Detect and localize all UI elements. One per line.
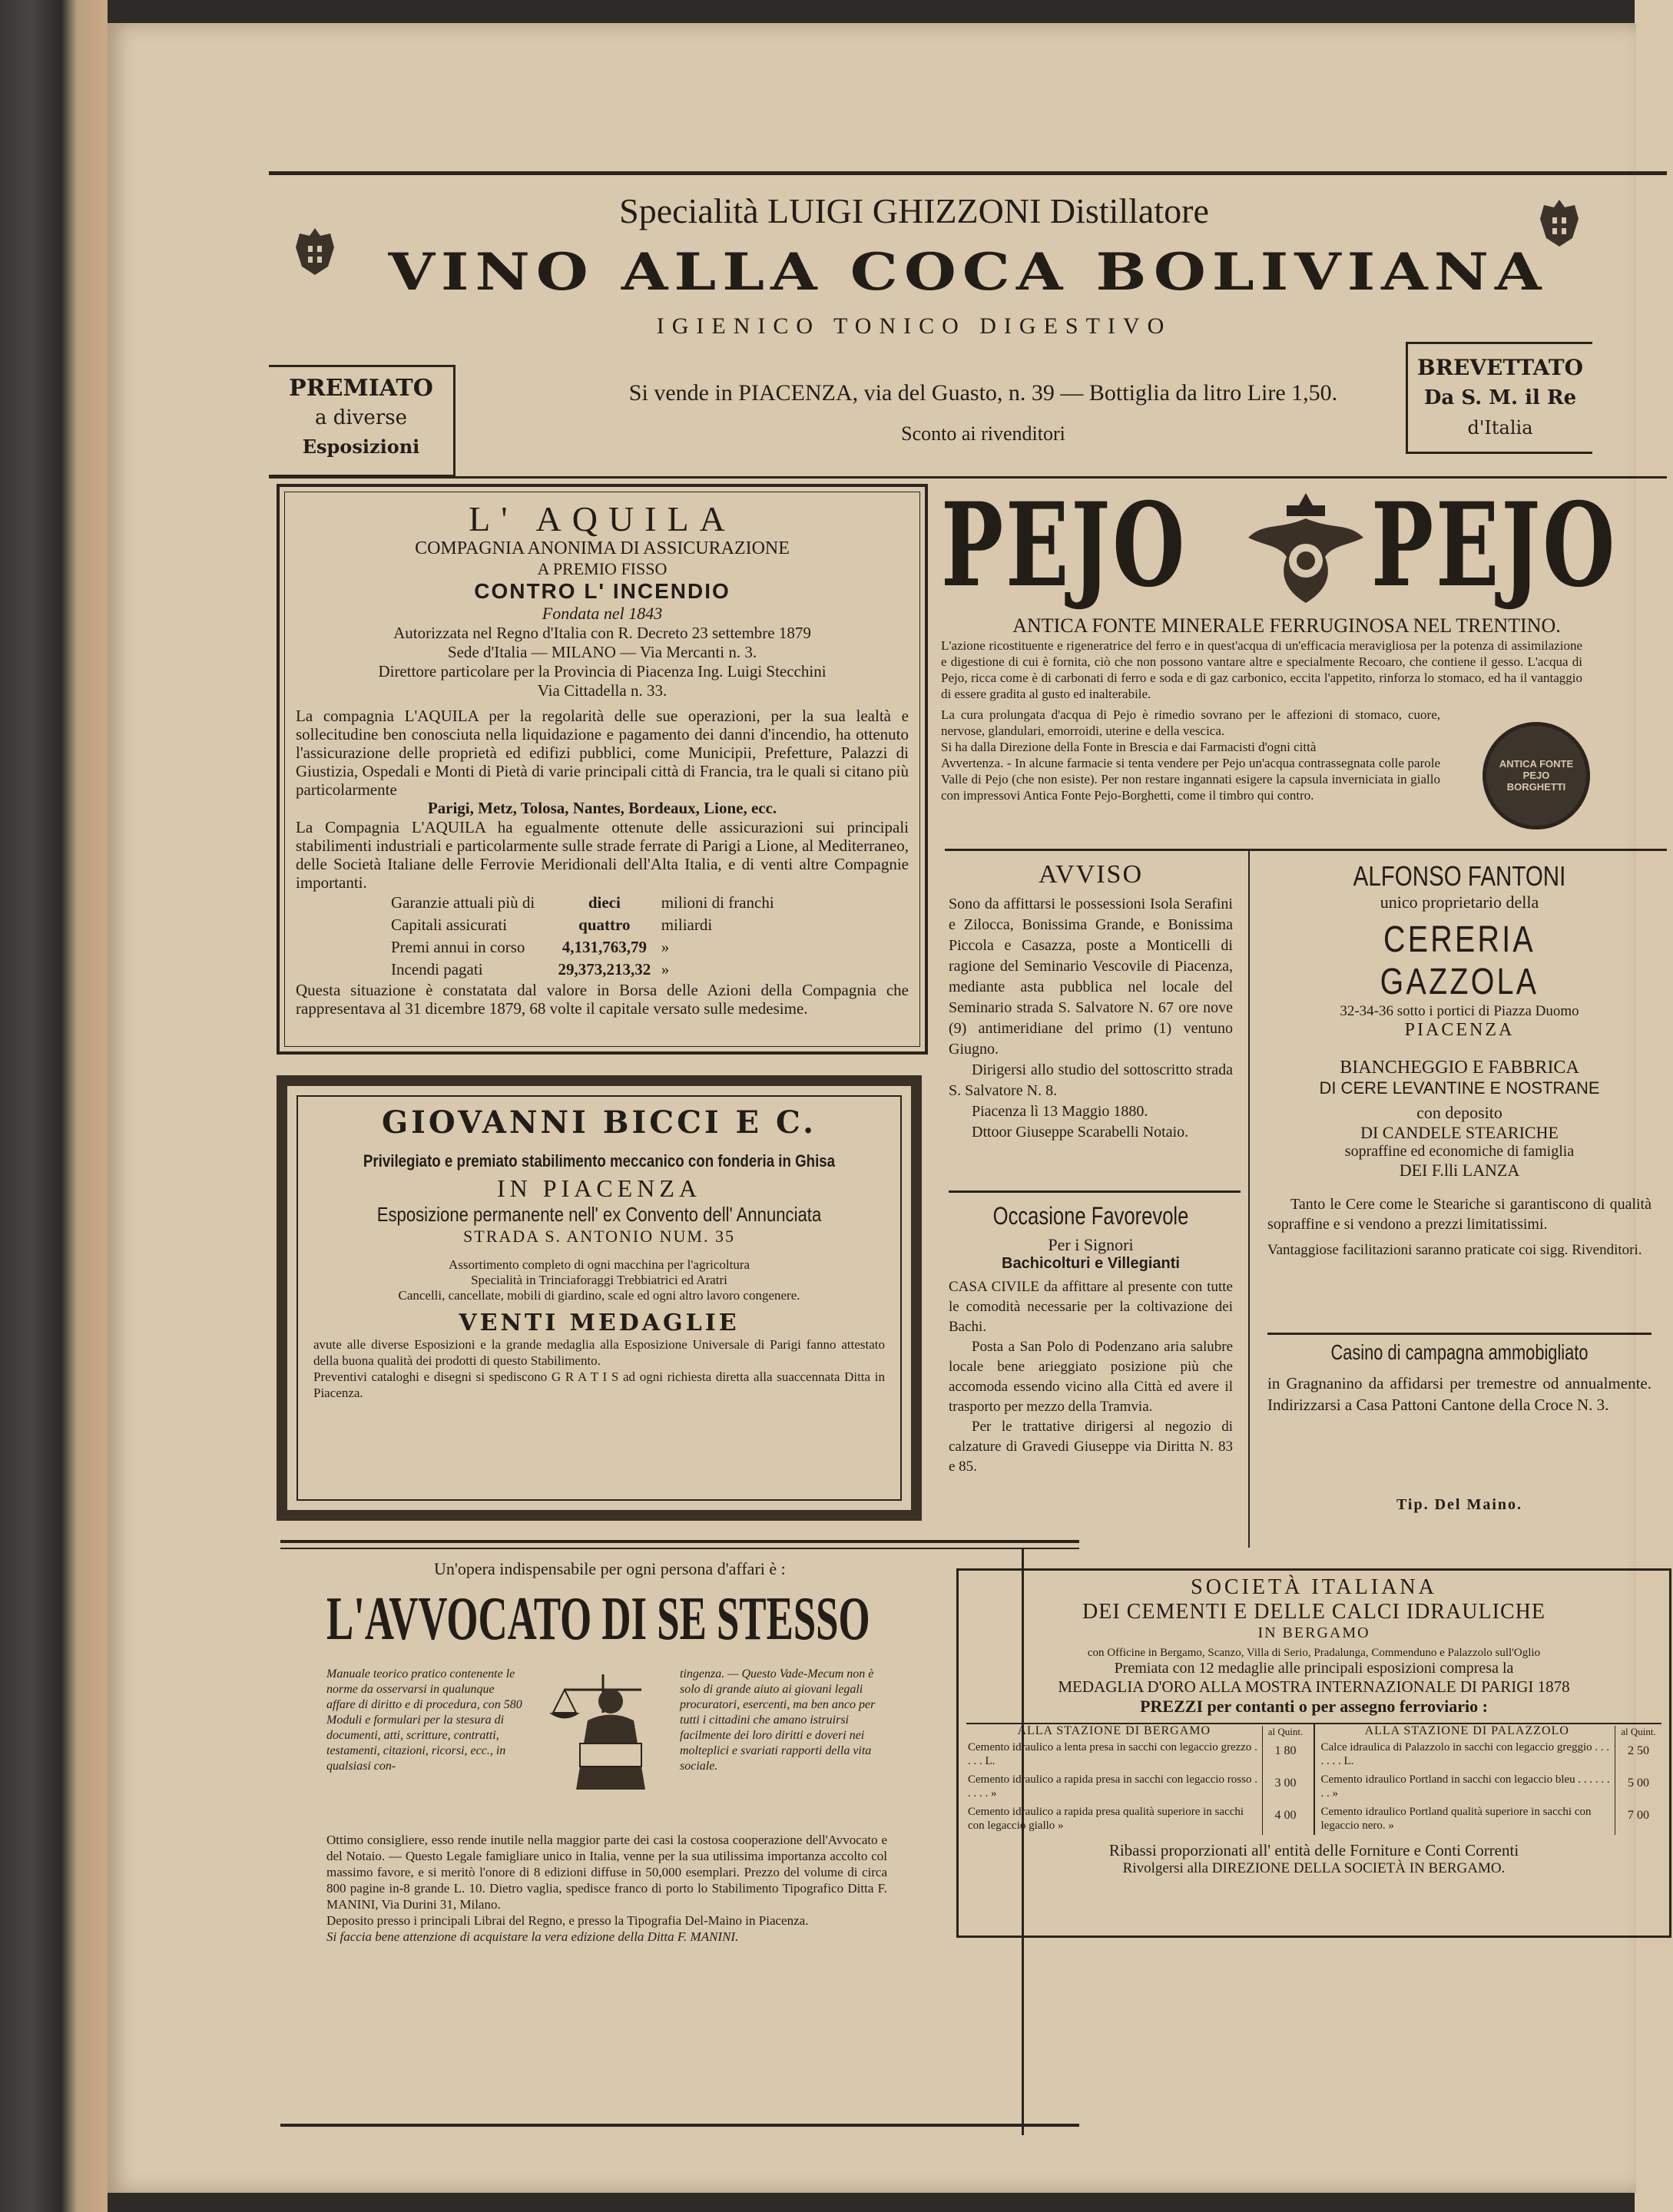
coat-of-arms-left bbox=[288, 224, 342, 278]
cementi-line1: SOCIETÀ ITALIANA bbox=[1191, 1575, 1437, 1599]
occasione-line2: Bachicolturi e Villegianti bbox=[1002, 1255, 1180, 1272]
pejo-avvertenza: Avvertenza. - In alcune farmacie si tenta vendere per Pejo un'acqua contrassegnata colle parole Valle di Pejo (che non esiste). Per non restare ingannati esigere la capsula inverniciata in giallo con impressovi Antica Fonte Pejo-Borghetti, come il timbro qui contro. bbox=[941, 756, 1440, 803]
pejo-stamp bbox=[1483, 722, 1590, 830]
cementi-price-item: Cemento idraulico Portland in sacchi con legaccio bleu . . . . . . . . » bbox=[1320, 1773, 1610, 1800]
aquila-autorizzata: Autorizzata nel Regno d'Italia con R. Decreto 23 settembre 1879 bbox=[393, 624, 811, 642]
aquila-figure-label: Garanzie attuali più di bbox=[391, 893, 535, 912]
aquila-company: COMPAGNIA ANONIMA DI ASSICURAZIONE bbox=[415, 538, 790, 558]
brevettato-line3: d'Italia bbox=[1467, 417, 1533, 439]
giovanni-line5: Assortimento completo di ogni macchina per l'agricoltura bbox=[448, 1257, 750, 1272]
cementi-price-item: Cemento idraulico a rapida presa in sacchi con legaccio rosso . . . . . » bbox=[968, 1773, 1257, 1800]
occasione-line1: Per i Signori bbox=[1048, 1235, 1134, 1254]
casino-paragraph: in Gragnanino da affidarsi per tremestre od annualmente. Indirizzarsi a Casa Pattoni Cantone della Croce N. 3. bbox=[1267, 1374, 1651, 1414]
avviso-paragraph-4: Dttoor Giuseppe Scarabelli Notaio. bbox=[972, 1124, 1189, 1141]
avvocato-ad bbox=[326, 1559, 1002, 2112]
avviso-title: AVVISO bbox=[1038, 860, 1144, 889]
aquila-direttore: Direttore particolare per la Provincia di Piacenza Ing. Luigi Stecchini bbox=[378, 662, 827, 680]
cementi-price-value: 1 80 bbox=[1262, 1738, 1309, 1770]
fantoni-line3: con deposito bbox=[1416, 1103, 1502, 1122]
fantoni-line1: BIANCHEGGIO E FABBRICA bbox=[1340, 1058, 1579, 1078]
fantoni-line5: sopraffine ed economiche di famiglia bbox=[1344, 1143, 1575, 1160]
premiato-badge bbox=[269, 365, 456, 477]
avvocato-bottom-rule bbox=[280, 2124, 1079, 2127]
giovanni-line4: STRADA S. ANTONIO NUM. 35 bbox=[463, 1227, 735, 1246]
brevettato-line1: BREVETTATO bbox=[1417, 355, 1583, 380]
pejo-crest-icon bbox=[1233, 484, 1379, 614]
aquila-figure-row bbox=[388, 959, 787, 981]
aquila-figure-label: Capitali assicurati bbox=[391, 916, 508, 934]
fantoni-cereria: CERERIA GAZZOLA bbox=[1380, 919, 1539, 1002]
cementi-price-value: 7 00 bbox=[1615, 1803, 1661, 1835]
pejo-stamp-text: ANTICA FONTE PEJO BORGHETTI bbox=[1499, 758, 1574, 793]
sale-line: Si vende in PIACENZA, via del Guasto, n. 39 — Bottiglia da litro Lire 1,50. bbox=[628, 380, 1338, 406]
column-divider bbox=[1248, 849, 1250, 1548]
aquila-title: L' AQUILA bbox=[469, 499, 736, 538]
fantoni-bottom-rule bbox=[1267, 1333, 1651, 1335]
brevettato-line2: Da S. M. il Re bbox=[1423, 386, 1577, 409]
occasione-title: Occasione Favorevole bbox=[992, 1202, 1189, 1230]
pejo-subtitle: ANTICA FONTE MINERALE FERRUGINOSA NEL TRENTINO. bbox=[1012, 614, 1561, 637]
aquila-paragraph-2: La Compagnia L'AQUILA ha egualmente ottenute delle assicurazioni sui principali stabilimenti industriali e particolarmente sulle strade ferrate di Parigi a Lione, al Mediterraneo, delle Società Italiane delle Ferrovie Meridionali dell'Alta Italia, e di venti altre Compagnie importanti. bbox=[296, 818, 909, 892]
header-top-rule bbox=[269, 171, 1667, 175]
occasione-paragraph-3: Per le trattative dirigersi al negozio di calzature di Gravedi Giuseppe via Diritta N. 83 e 85. bbox=[949, 1419, 1233, 1475]
fantoni-name: ALFONSO FANTONI bbox=[1353, 860, 1566, 892]
casino-title: Casino di campagna ammobigliato bbox=[1330, 1340, 1589, 1364]
aquila-figure-unit: » bbox=[661, 960, 670, 979]
pejo-paragraph-2: La cura prolungata d'acqua di Pejo è rimedio sovrano per le affezioni di stomaco, cuore, nervose, glandulari, emorroidi, uterine e della vescica. bbox=[941, 707, 1440, 738]
cementi-line2: DEI CEMENTI E DELLE CALCI IDRAULICHE bbox=[1082, 1600, 1545, 1624]
cementi-line5: Premiata con 12 medaglie alle principali esposizioni compresa la bbox=[1114, 1660, 1514, 1677]
occasione-paragraph-1: CASA CIVILE da affittare al presente con tutte le comodità necessarie per la coltivazione dei Bachi. bbox=[949, 1279, 1233, 1335]
aquila-figures-table bbox=[388, 892, 787, 981]
aquila-cities: Parigi, Metz, Tolosa, Nantes, Bordeaux, Lione, ecc. bbox=[427, 799, 777, 817]
aquila-figure-value: quattro bbox=[578, 916, 631, 934]
cementi-price-value: 3 00 bbox=[1262, 1770, 1309, 1803]
avvocato-right-text: tingenza. — Questo Vade-Mecum non è solo di grande aiuto ai giovani legali procuratori, esercenti, ma ben anco per tutti i cittadini che amano istruirsi facilmente dei loro diritti e doveri nei molteplici e svariati rapporti della vita sociale. bbox=[680, 1667, 876, 1773]
casino-ad bbox=[1267, 1340, 1651, 1416]
cementi-price-value: 4 00 bbox=[1262, 1803, 1309, 1835]
aquila-figure-label: Premi annui in corso bbox=[391, 938, 525, 956]
fantoni-line2: DI CERE LEVANTINE E NOSTRANE bbox=[1319, 1078, 1600, 1098]
aquila-premio: A PREMIO FISSO bbox=[537, 559, 668, 578]
newspaper-page bbox=[108, 23, 1656, 2193]
occasione-ad bbox=[949, 1202, 1233, 1477]
cementi-price-item: Cemento idraulico Portland qualità superiore in sacchi con legaccio nero. » bbox=[1320, 1806, 1592, 1832]
giovanni-ad bbox=[277, 1075, 922, 1521]
book-binding-left bbox=[0, 0, 108, 2212]
avvocato-top-rule-2 bbox=[280, 1548, 1079, 1549]
cementi-price-item: Cemento idraulico a lenta presa in sacchi con legaccio grezzo . . . . L. bbox=[968, 1741, 1257, 1767]
aquila-ad bbox=[277, 484, 928, 1055]
cementi-price-row bbox=[966, 1803, 1309, 1835]
cementi-price-item: Calce idraulica di Palazzolo in sacchi con legaccio greggio . . . . . . . L. bbox=[1320, 1741, 1610, 1767]
fantoni-paragraph-2: Vantaggiose facilitazioni saranno praticate coi sigg. Rivenditori. bbox=[1267, 1242, 1642, 1258]
cementi-line8: Ribassi proporzionati all' entità delle Forniture e Conti Correnti bbox=[1108, 1841, 1519, 1859]
header-main-title: VINO ALLA COCA BOLIVIANA bbox=[388, 242, 1548, 303]
cementi-left-unit: al Quint. bbox=[1262, 1726, 1309, 1738]
giovanni-line3: Esposizione permanente nell' ex Convento dell' Annunciata bbox=[376, 1203, 822, 1226]
aquila-fondata: Fondata nel 1843 bbox=[542, 604, 663, 623]
avvocato-paragraph-2: Deposito presso i principali Librai del Regno, e presso la Tipografia Del-Maino in Piacenza. bbox=[326, 1913, 809, 1928]
fantoni-city: PIACENZA bbox=[1404, 1020, 1515, 1040]
cementi-ad bbox=[956, 1568, 1671, 1938]
avvocato-top-rule bbox=[280, 1540, 1079, 1543]
cementi-price-row bbox=[1320, 1738, 1662, 1770]
cementi-line9: Rivolgersi alla DIREZIONE DELLA SOCIETÀ IN BERGAMO. bbox=[1122, 1860, 1506, 1876]
header-title-line: Specialità LUIGI GHIZZONI Distillatore bbox=[619, 191, 1209, 230]
cementi-right-unit: al Quint. bbox=[1615, 1726, 1661, 1738]
coat-of-arms-right bbox=[1532, 196, 1586, 250]
aquila-paragraph-3: Questa situazione è constatata dal valore in Borsa delle Azioni della Compagnia che rappresentava al 31 dicembre 1879, 68 volte il capitale versato sulle medesime. bbox=[296, 981, 909, 1018]
aquila-figure-row bbox=[388, 892, 787, 914]
aquila-figure-value: dieci bbox=[588, 893, 621, 912]
cementi-left-head: ALLA STAZIONE DI BERGAMO bbox=[1017, 1724, 1211, 1737]
cementi-line3: IN BERGAMO bbox=[1257, 1624, 1370, 1641]
discount-line: Sconto ai rivenditori bbox=[901, 422, 1065, 445]
aquila-sede: Sede d'Italia — MILANO — Via Mercanti n. 3. bbox=[447, 643, 757, 661]
premiato-line1: PREMIATO bbox=[289, 375, 433, 402]
aquila-figure-unit: miliardi bbox=[661, 916, 713, 934]
avvocato-title: L'AVVOCATO DI SE STESSO bbox=[326, 1585, 870, 1653]
fantoni-line6: DEI F.lli LANZA bbox=[1399, 1161, 1520, 1180]
pejo-word-left: PEJO bbox=[941, 478, 1188, 613]
fantoni-line4: DI CANDELE STEARICHE bbox=[1360, 1123, 1559, 1142]
avvocato-paragraph-3: Si faccia bene attenzione di acquistare la vera edizione della Ditta F. MANINI. bbox=[326, 1929, 739, 1944]
avvocato-intro: Un'opera indispensabile per ogni persona d'affari è : bbox=[434, 1559, 786, 1578]
cementi-palazzolo-column bbox=[1315, 1724, 1662, 1835]
aquila-figure-row bbox=[388, 936, 787, 959]
fantoni-address: 32-34-36 sotto i portici di Piazza Duomo bbox=[1340, 1003, 1579, 1019]
avviso-ad bbox=[949, 860, 1233, 1143]
cementi-price-item: Cemento idraulico a rapida presa qualità superiore in sacchi con legaccio giallo » bbox=[968, 1806, 1244, 1832]
justice-figure-icon bbox=[534, 1659, 672, 1797]
aquila-figure-value: 4,131,763,79 bbox=[562, 938, 647, 956]
cementi-line6: MEDAGLIA D'ORO ALLA MOSTRA INTERNAZIONALE DI PARIGI 1878 bbox=[1058, 1677, 1570, 1696]
aquila-contro: CONTRO L' INCENDIO bbox=[474, 579, 730, 603]
pejo-paragraph-1: L'azione ricostituente e rigeneratrice del ferro e in quest'acqua di un'efficacia meravigliosa per la potenza di assimilazione e digestione di cui è fornita, ciò che non possono vantare altre e specialmente Recoaro, che contiene il gesso. L'acqua di Pejo, ricca come è di carbonati di ferro e soda e di gaz carbonico, eccita l'appetito, rinforza lo stomaco, ed ha il vantaggio di essere gradita al gusto ed inalterabile. bbox=[941, 638, 1582, 701]
avviso-paragraph-3: Piacenza lì 13 Maggio 1880. bbox=[972, 1103, 1148, 1120]
giovanni-line7: Cancelli, cancellate, mobili di giardino, scale ed ogni altro lavoro congenere. bbox=[398, 1288, 800, 1303]
aquila-figure-unit: milioni di franchi bbox=[661, 893, 774, 912]
avviso-bottom-rule bbox=[949, 1190, 1241, 1193]
giovanni-title: GIOVANNI BICCI E C. bbox=[381, 1104, 817, 1141]
giovanni-line2: IN PIACENZA bbox=[497, 1174, 701, 1202]
premiato-line3: Esposizioni bbox=[302, 435, 420, 458]
avviso-paragraph-2: Dirigersi allo studio del sottoscritto strada S. Salvatore N. 8. bbox=[949, 1061, 1233, 1099]
aquila-figure-row bbox=[388, 914, 787, 936]
pejo-paragraph-3: Si ha dalla Direzione della Fonte in Brescia e dai Farmacisti d'ogni città bbox=[941, 740, 1317, 754]
aquila-figure-unit: » bbox=[661, 938, 670, 956]
giovanni-paragraph-1: avute alle diverse Esposizioni e la grande medaglia alla Esposizione Universale di Parigi fanno attestato della buona qualità dei prodotti di questo Stabilimento. bbox=[313, 1337, 885, 1368]
cementi-price-row bbox=[966, 1738, 1309, 1770]
giovanni-medaglie: VENTI MEDAGLIE bbox=[459, 1310, 740, 1336]
aquila-figure-value: 29,373,213,32 bbox=[558, 960, 651, 979]
avvocato-paragraph-1: Ottimo consigliere, esso rende inutile nella maggior parte dei casi la costosa cooperazione dell'Avvocato e del Notaio. — Questo Legale famigliare unico in Italia, venne per la sua utilissima importanza accolto col massimo favore, e si meritò l'onore di 8 edizioni diffuse in 50,000 esemplari. Prezzo del volume di circa 800 pagine in-8 grande L. 10. Dietro vaglia, spedisce franco di porto lo Stabilimento Tipografico Ditta F. MANINI, Via Durini 31, Milano. bbox=[326, 1833, 887, 1912]
cementi-right-head: ALLA STAZIONE DI PALAZZOLO bbox=[1364, 1724, 1569, 1737]
cementi-bergamo-column bbox=[966, 1724, 1315, 1835]
pejo-ad bbox=[941, 478, 1667, 845]
cementi-price-row bbox=[966, 1770, 1309, 1803]
header-subtitle: IGIENICO TONICO DIGESTIVO bbox=[656, 313, 1172, 339]
avvocato-left-text: Manuale teorico pratico contenente le norme da osservarsi in qualunque affare di diritto e di procedura, con 580 Moduli e formulari per la stesura di documenti, atti, scritture, contratti, testamenti, citazioni, ricorsi, ecc., in qualsiasi con- bbox=[326, 1667, 522, 1773]
aquila-via: Via Cittadella n. 33. bbox=[537, 681, 668, 700]
cementi-line4: con Officine in Bergamo, Scanzo, Villa di Serio, Pradalunga, Commenduno e Palazzolo sull'Oglio bbox=[1087, 1647, 1541, 1659]
brevettato-badge bbox=[1406, 342, 1592, 454]
fantoni-paragraph-1: Tanto le Cere come le Steariche si garantiscono di qualità sopraffine e si vendono a prezzi limitatissimi. bbox=[1267, 1196, 1651, 1233]
fantoni-ad bbox=[1267, 860, 1651, 1260]
cementi-price-value: 5 00 bbox=[1615, 1770, 1661, 1803]
cementi-price-value: 2 50 bbox=[1615, 1738, 1661, 1770]
giovanni-line1: Privilegiato e premiato stabilimento meccanico con fonderia in Ghisa bbox=[363, 1151, 836, 1171]
fantoni-sub: unico proprietario della bbox=[1380, 892, 1539, 912]
aquila-figure-label: Incendi pagati bbox=[391, 960, 483, 979]
cementi-line7: PREZZI per contanti o per assegno ferroviario : bbox=[1140, 1697, 1488, 1716]
pejo-word-right: PEJO bbox=[1371, 478, 1618, 613]
giovanni-paragraph-2: Preventivi cataloghi e disegni si spediscono G R A T I S ad ogni richiesta diretta alla suaccennata Ditta in Piacenza. bbox=[313, 1369, 885, 1400]
giovanni-line6: Specialità in Trinciaforaggi Trebbiatrici ed Aratri bbox=[471, 1273, 727, 1287]
tip-del-maino: Tip. Del Maino. bbox=[1396, 1496, 1523, 1513]
occasione-paragraph-2: Posta a San Polo di Podenzano aria salubre locale bene arieggiato posizione più che accomoda essendo vicino alla Città ed avere il trasporto per mezzo della Tramvia. bbox=[949, 1339, 1233, 1415]
pejo-bottom-rule bbox=[945, 849, 1667, 851]
cementi-price-row bbox=[1320, 1803, 1662, 1835]
avviso-paragraph-1: Sono da affittarsi le possessioni Isola Serafini e Zilocca, Bonissima Grande, e Bonissima Piccola e Casazza, poste a Monticelli di ragione del Seminario Vescovile di Piacenza, mediante asta pubblica nel locale del Seminario strada S. Salvatore N. 67 ore nove (9) antimeridiane del primo (1) ventuno Giugno. bbox=[949, 896, 1233, 1058]
aquila-paragraph-1: La compagnia L'AQUILA per la regolarità delle sue operazioni, per la sua lealtà e sollecitudine ben conosciuta nella liquidazione e pagamento dei danni d'incendio, ha ottenuto l'assicurazione delle proprietà ed edifizi pubblici, come Municipii, Prefetture, Palazzi di Giustizia, Ospedali e Monti di Pietà di varie principali città di Francia, tra le quali si citano più particolarmente bbox=[296, 707, 909, 799]
cementi-price-row bbox=[1320, 1770, 1662, 1803]
premiato-line2: a diverse bbox=[315, 406, 407, 429]
